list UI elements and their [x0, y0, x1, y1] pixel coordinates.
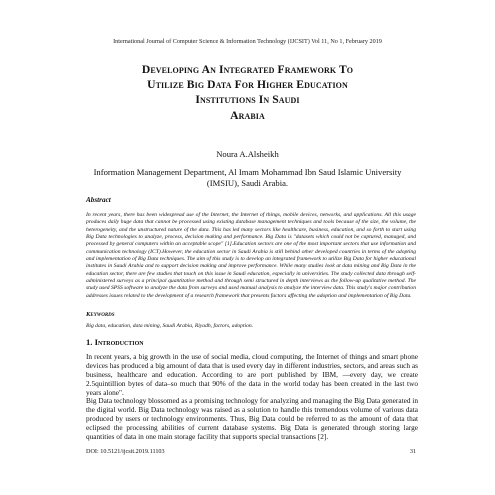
title-line: Developing An Integrated Framework To [141, 63, 354, 76]
section-heading-introduction: 1. Introduction [86, 337, 144, 347]
paper-title [60, 62, 435, 123]
keywords-text: Big data, education, data mining, Saudi Arabia, Riyadh, factors, adoption. [86, 323, 254, 329]
page-number: 31 [409, 448, 416, 455]
keywords-heading: Keywords [86, 311, 115, 318]
body-paragraph: Big Data technology blossomed as a promising technology for analyzing and managing the Big Data generated in the digital world. Big Data technology was raised as a solution to handle this tremendous volume of various data produced by users or technology environments. Thus, Big Data could be referred to as the amount of data that eclipsed the processing abilities of current database systems. Big Data is generated through storing large quantities of data in one main storage facility that supports special transactions [2]. [86, 396, 418, 441]
author-name: Noura A.Alsheikh [216, 149, 279, 159]
affiliation-line: Information Management Department, Al Imam Mohammad Ibn Saud Islamic University [93, 167, 402, 177]
title-line: Institutions In Saudi [195, 93, 300, 107]
title-line: Arabia [230, 108, 265, 122]
abstract-text: In recent years, there has been widespread use of the Internet, the Internet of things, mobile devices, networks, and applications. All this usage produces daily huge data that cannot be processed using existing database management techniques and tools because of the size, the volume, the heterogeneity, and the unstructured nature of the data. This has led many sectors like healthcare, business, education, and so forth to start using Big Data technologies to analyze, process, decision making and performance. Big Data is "datasets which could not be captured, managed, and processed by general computers within an acceptable scope" [1].Education sectors are one of the most important sectors that use information and communication technology (ICT).However, the education sector in Saudi Arabia is still behind other developed countries in terms of the adopting and implementation of Big Data techniques. The aim of this study is to develop an integrated framework to utilize Big Data for higher educational institutes in Saudi Arabia and to support decision making and improve performance. While many studies look at data mining and Big Data in the education sector, there are few studies that touch on this issue in Saudi education, especially in universities. The study collected data through self-administered surveys as a principal quantitative method and through semi structured in depth interviews as the follow-up qualitative method. The study used SPSS software to analyze the data from surveys and used manual analysis to analyze the interview data. This study's major contribution addresses issues related to the development of a research framework that presents factors affecting the adoption and implementation of Big Data. [86, 212, 416, 299]
affiliation-line: (IMSIU), Saudi Arabia. [206, 178, 289, 188]
author-affiliation [70, 167, 425, 189]
body-paragraph: In recent years, a big growth in the use of social media, cloud computing, the Internet of things and smart phone devices has produced a big amount of data that is used every day in different industries, sectors, and areas such as business, healthcare and education. According to are port published by IBM, —every day, we create 2.5quintillion bytes of data–so much that 90% of the data in the world today has been created in the last two years alone". [86, 352, 418, 397]
doi-footer: DOI: 10.5121/ijcsit.2019.11103 [86, 448, 165, 455]
journal-header: International Journal of Computer Science & Information Technology (IJCSIT) Vol 11, No 1, February 2019 [113, 38, 382, 45]
title-line: Utilize Big Data For Higher Education [147, 78, 348, 92]
abstract-heading: Abstract [86, 196, 111, 204]
